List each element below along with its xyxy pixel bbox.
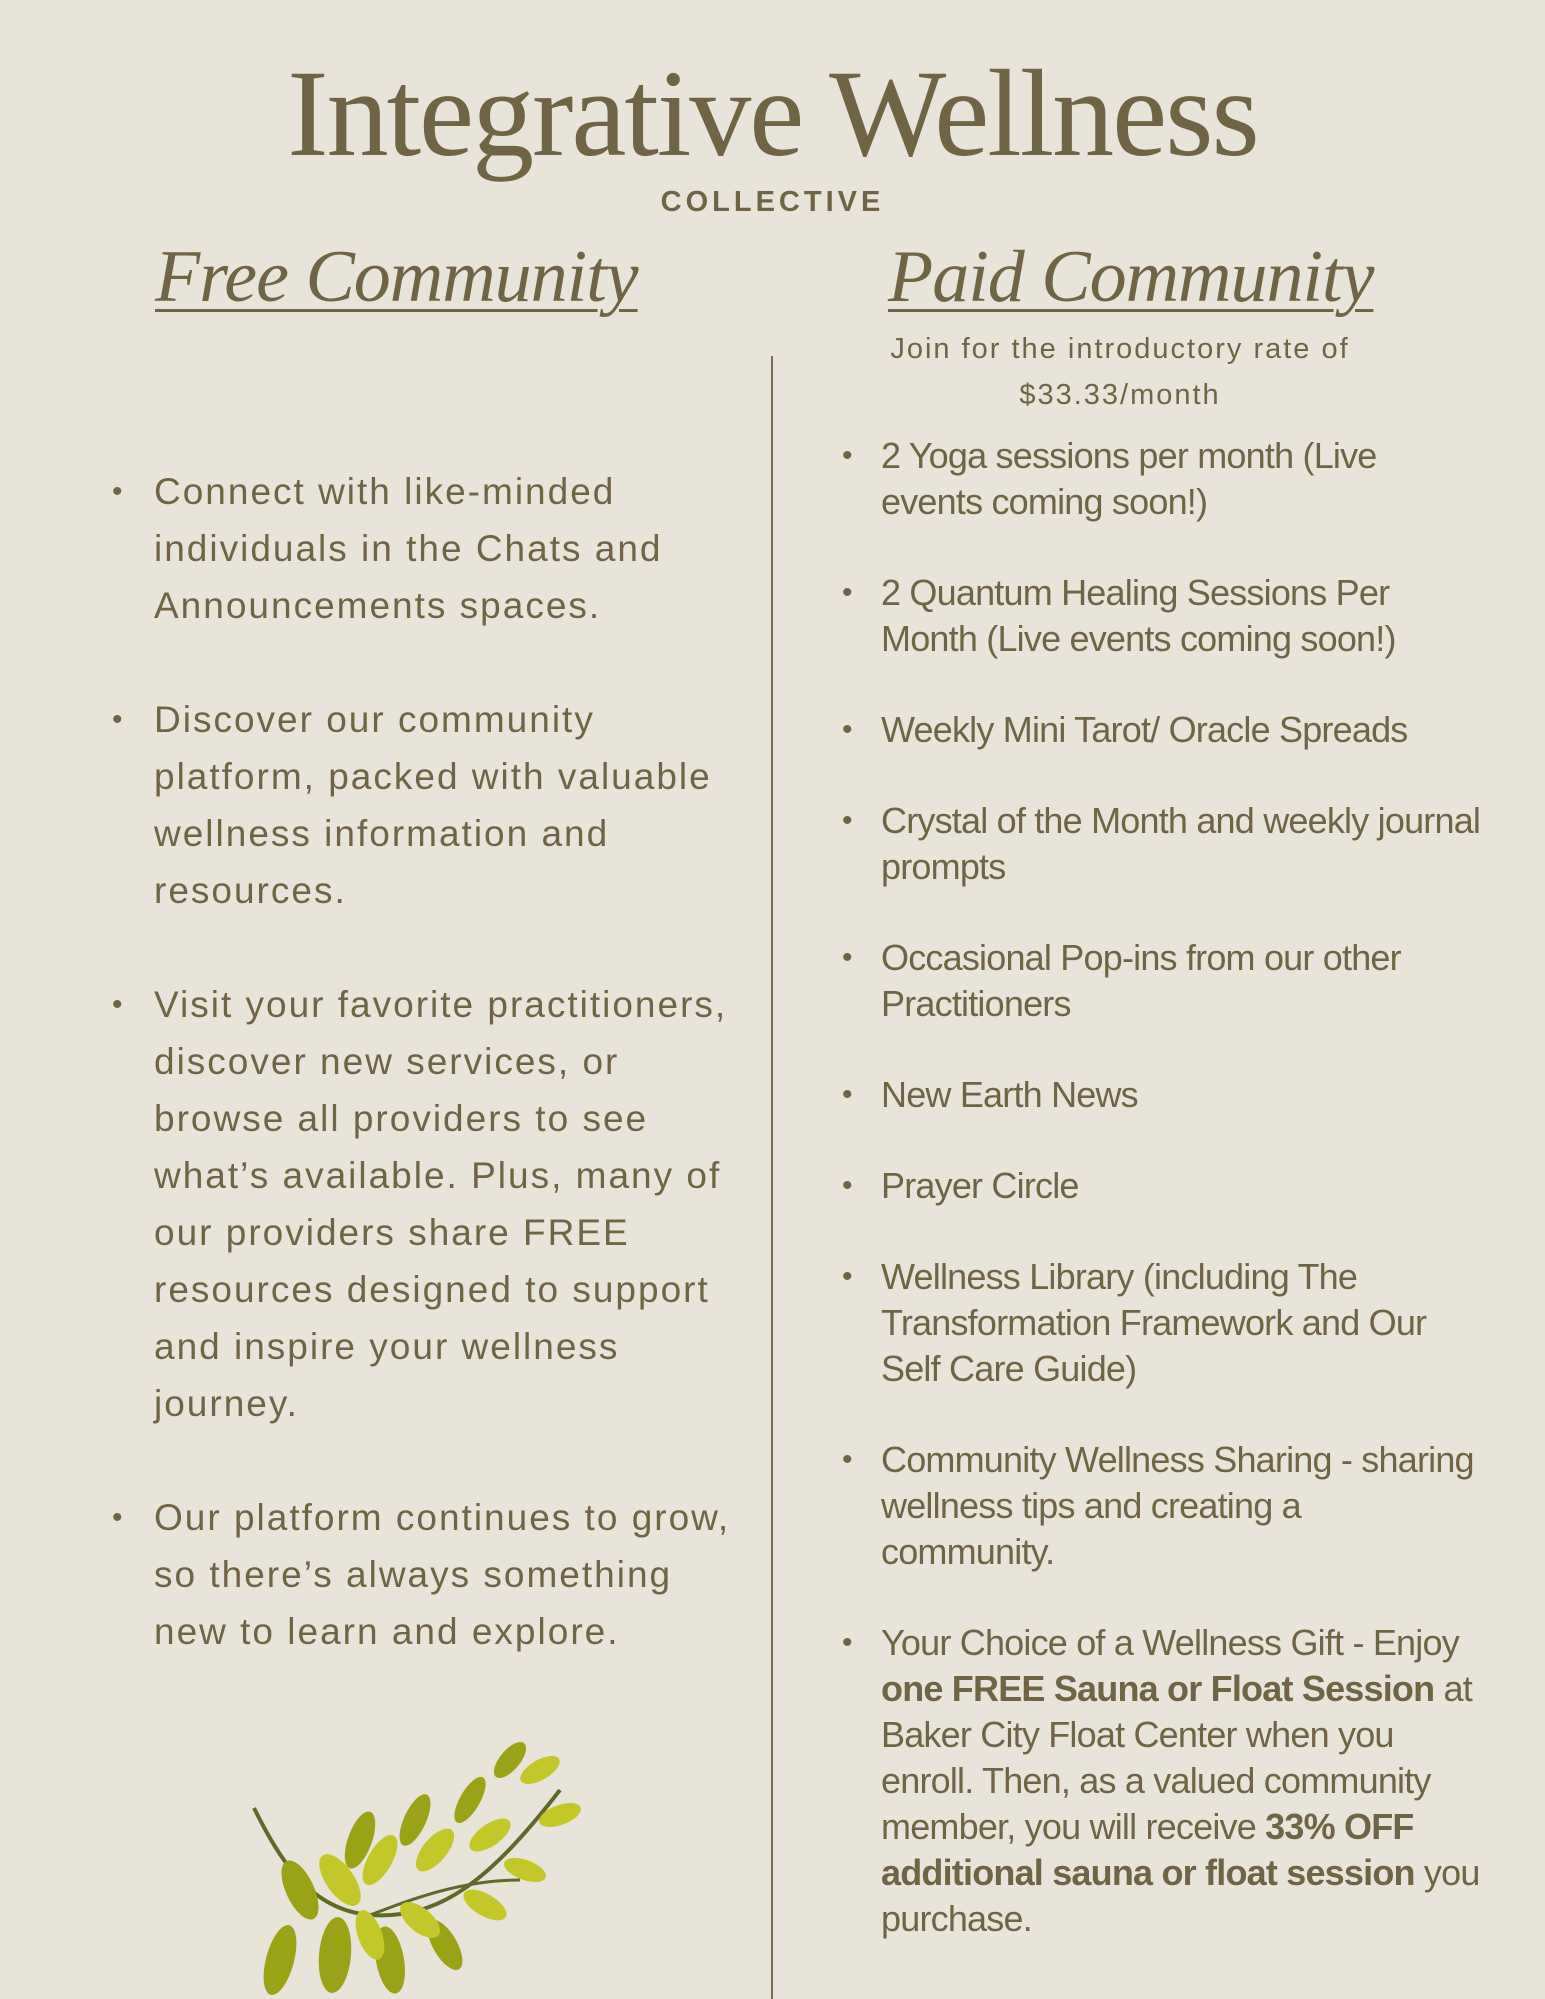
list-item: • Weekly Mini Tarot/ Oracle Spreads [842,707,1482,753]
bullet-icon: • [842,576,852,609]
page-subtitle: COLLECTIVE [660,186,885,218]
paid-benefits-list [842,433,1482,1987]
leaf-branch-icon [240,1730,610,1999]
bullet-icon: • [842,941,852,974]
list-item: • 2 Quantum Healing Sessions Per Month (Live events coming soon!) [842,572,1396,659]
free-community-heading: Free Community [155,236,638,318]
list-item: • Discover our community platform, packed with valuable wellness information and resources. [112,691,732,919]
list-item: • Prayer Circle [842,1163,1482,1209]
discount-offer: 33% OFF additional sauna or float session [881,1806,1415,1893]
bullet-icon: • [842,1260,852,1293]
bullet-icon: • [112,1501,125,1534]
list-item: • Wellness Library (including The Transformation Framework and Our Self Care Guide) [842,1256,1427,1389]
list-item: • 2 Yoga sessions per month (Live events coming soon!) [842,435,1377,522]
free-benefits-list [112,463,732,1717]
list-item: • Visit your favorite practitioners, discover new services, or browse all providers to see what’s available. Plus, many of our providers share FREE resources designed to support and inspire your wellness journey. [112,976,732,1432]
bullet-icon: • [112,988,125,1021]
list-item: • Connect with like-minded individuals in the Chats and Announcements spaces. [112,463,732,634]
list-item: • Crystal of the Month and weekly journal prompts [842,800,1481,887]
bullet-icon: • [842,439,852,472]
bullet-icon: • [842,804,852,837]
list-item: • Our platform continues to grow, so there’s always something new to learn and explore. [112,1489,732,1660]
list-item: • Occasional Pop-ins from our other Practitioners [842,937,1401,1024]
column-divider [771,356,773,1999]
bullet-icon: • [842,1078,852,1111]
page-title: Integrative Wellness [287,45,1258,182]
bullet-icon: • [112,703,125,736]
bullet-icon: • [842,1443,852,1476]
list-item: • Community Wellness Sharing - sharing wellness tips and creating a community. [842,1439,1474,1572]
bullet-icon: • [842,1626,852,1659]
paid-intro-rate: Join for the introductory rate of $33.33/month [890,333,1350,411]
bullet-icon: • [112,475,125,508]
paid-community-heading: Paid Community [888,236,1374,318]
bullet-icon: • [842,713,852,746]
wellness-gift-item: • Your Choice of a Wellness Gift - Enjoy one FREE Sauna or Float Session at Baker City Float Center when you enroll. Then, as a valued community member, you will receive 33% OFF additional sauna or float session you purchase. [842,1622,1480,1939]
bullet-icon: • [842,1169,852,1202]
free-session-offer: one FREE Sauna or Float Session [881,1668,1435,1709]
list-item: • New Earth News [842,1072,1482,1118]
